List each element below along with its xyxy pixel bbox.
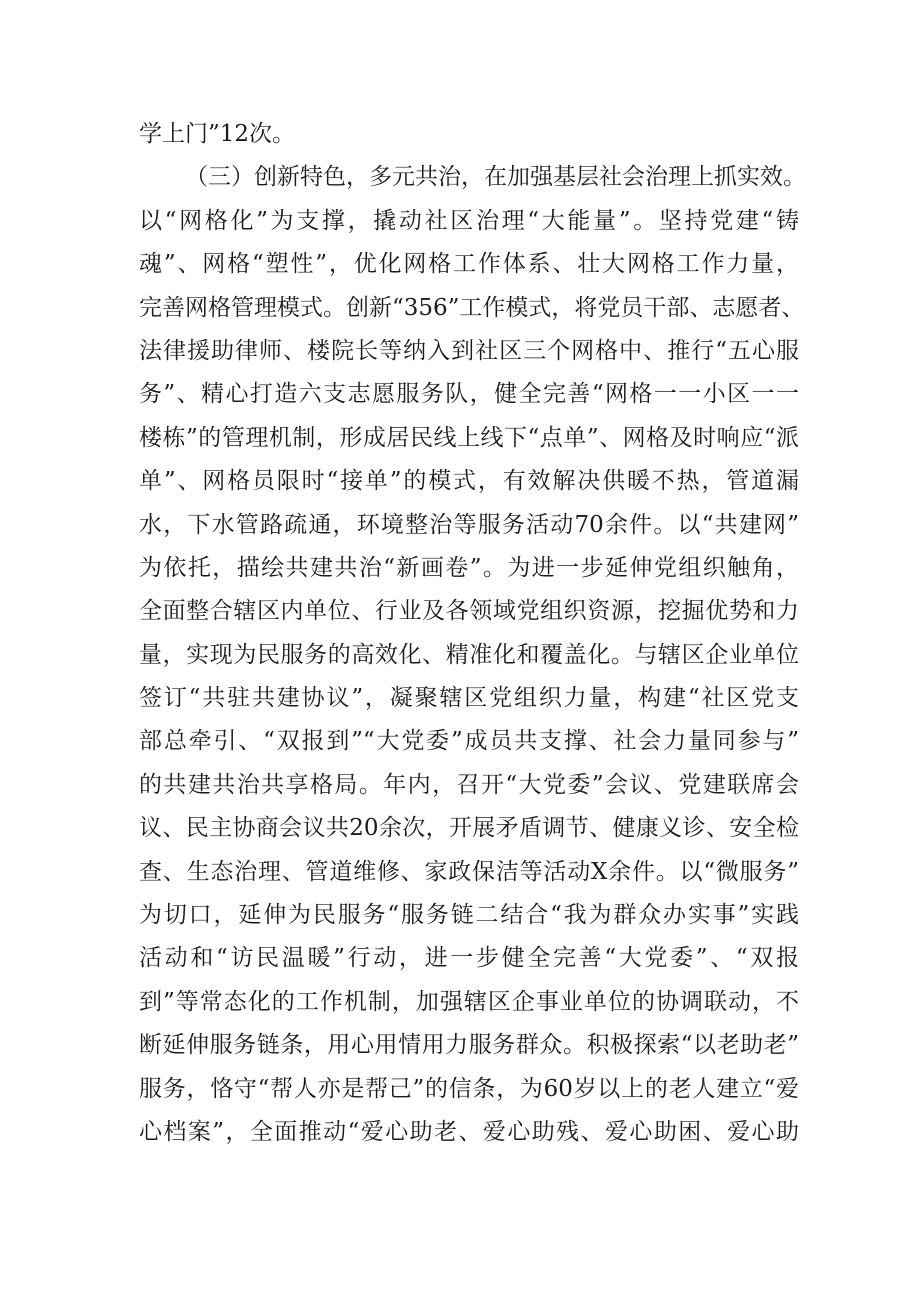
text-line: 服务，恪守“帮人亦是帮己”的信条，为60岁以上的老人建立“爱	[139, 1075, 799, 1102]
text-line: 查、生态治理、管道维修、家政保洁等活动X余件。以“微服务”	[139, 858, 799, 885]
text-line: 议、民主协商会议共20余次，开展矛盾调节、健康义诊、安全检	[139, 815, 799, 842]
text-line: 量，实现为民服务的高效化、精准化和覆盖化。与辖区企业单位	[139, 641, 799, 668]
text-line: 水，下水管路疏通，环境整治等服务活动70余件。以“共建网”	[139, 511, 799, 538]
text-line: 活动和“访民温暖”行动，进一步健全完善“大党委”、“双报	[139, 945, 799, 972]
text-line: 的共建共治共享格局。年内，召开“大党委”会议、党建联席会	[139, 771, 799, 798]
section-heading-line: （三）创新特色，多元共治，在加强基层社会治理上抓实效。	[185, 164, 806, 191]
text-line: 心档案”，全面推动“爱心助老、爱心助残、爱心助困、爱心助	[139, 1118, 799, 1145]
text-line: 部总牵引、“双报到”“大党委”成员共支撑、社会力量同参与”	[139, 728, 799, 755]
text-line: 签订“共驻共建协议”，凝聚辖区党组织力量，构建“社区党支	[139, 685, 799, 712]
text-line: 全面整合辖区内单位、行业及各领域党组织资源，挖掘优势和力	[139, 598, 799, 625]
text-line: 楼栋”的管理机制，形成居民线上线下“点单”、网格及时响应“派	[139, 424, 799, 451]
text-line: 断延伸服务链条，用心用情用力服务群众。积极探索“以老助老”	[139, 1032, 799, 1059]
body-text	[139, 113, 806, 1154]
text-line: 以“网格化”为支撑，撬动社区治理“大能量”。坚持党建“铸	[139, 207, 799, 234]
text-line: 法律援助律师、楼院长等纳入到社区三个网格中、推行“五心服	[139, 337, 799, 364]
text-line: 务”、精心打造六支志愿服务队，健全完善“网格一一小区一一	[139, 381, 799, 408]
text-line: 为切口，延伸为民服务“服务链二结合“我为群众办实事”实践	[139, 902, 799, 929]
text-line: 为依托，描绘共建共治“新画卷”。为进一步延伸党组织触角，	[139, 554, 799, 581]
text-line: 到”等常态化的工作机制，加强辖区企事业单位的协调联动，不	[139, 988, 799, 1015]
text-line: 完善网格管理模式。创新“356”工作模式，将党员干部、志愿者、	[139, 294, 805, 321]
text-line: 魂”、网格“塑性”，优化网格工作体系、壮大网格工作力量，	[139, 251, 799, 278]
text-line: 单”、网格员限时“接单”的模式，有效解决供暖不热，管道漏	[139, 468, 799, 495]
text-line: 学上门”12次。	[139, 121, 296, 147]
